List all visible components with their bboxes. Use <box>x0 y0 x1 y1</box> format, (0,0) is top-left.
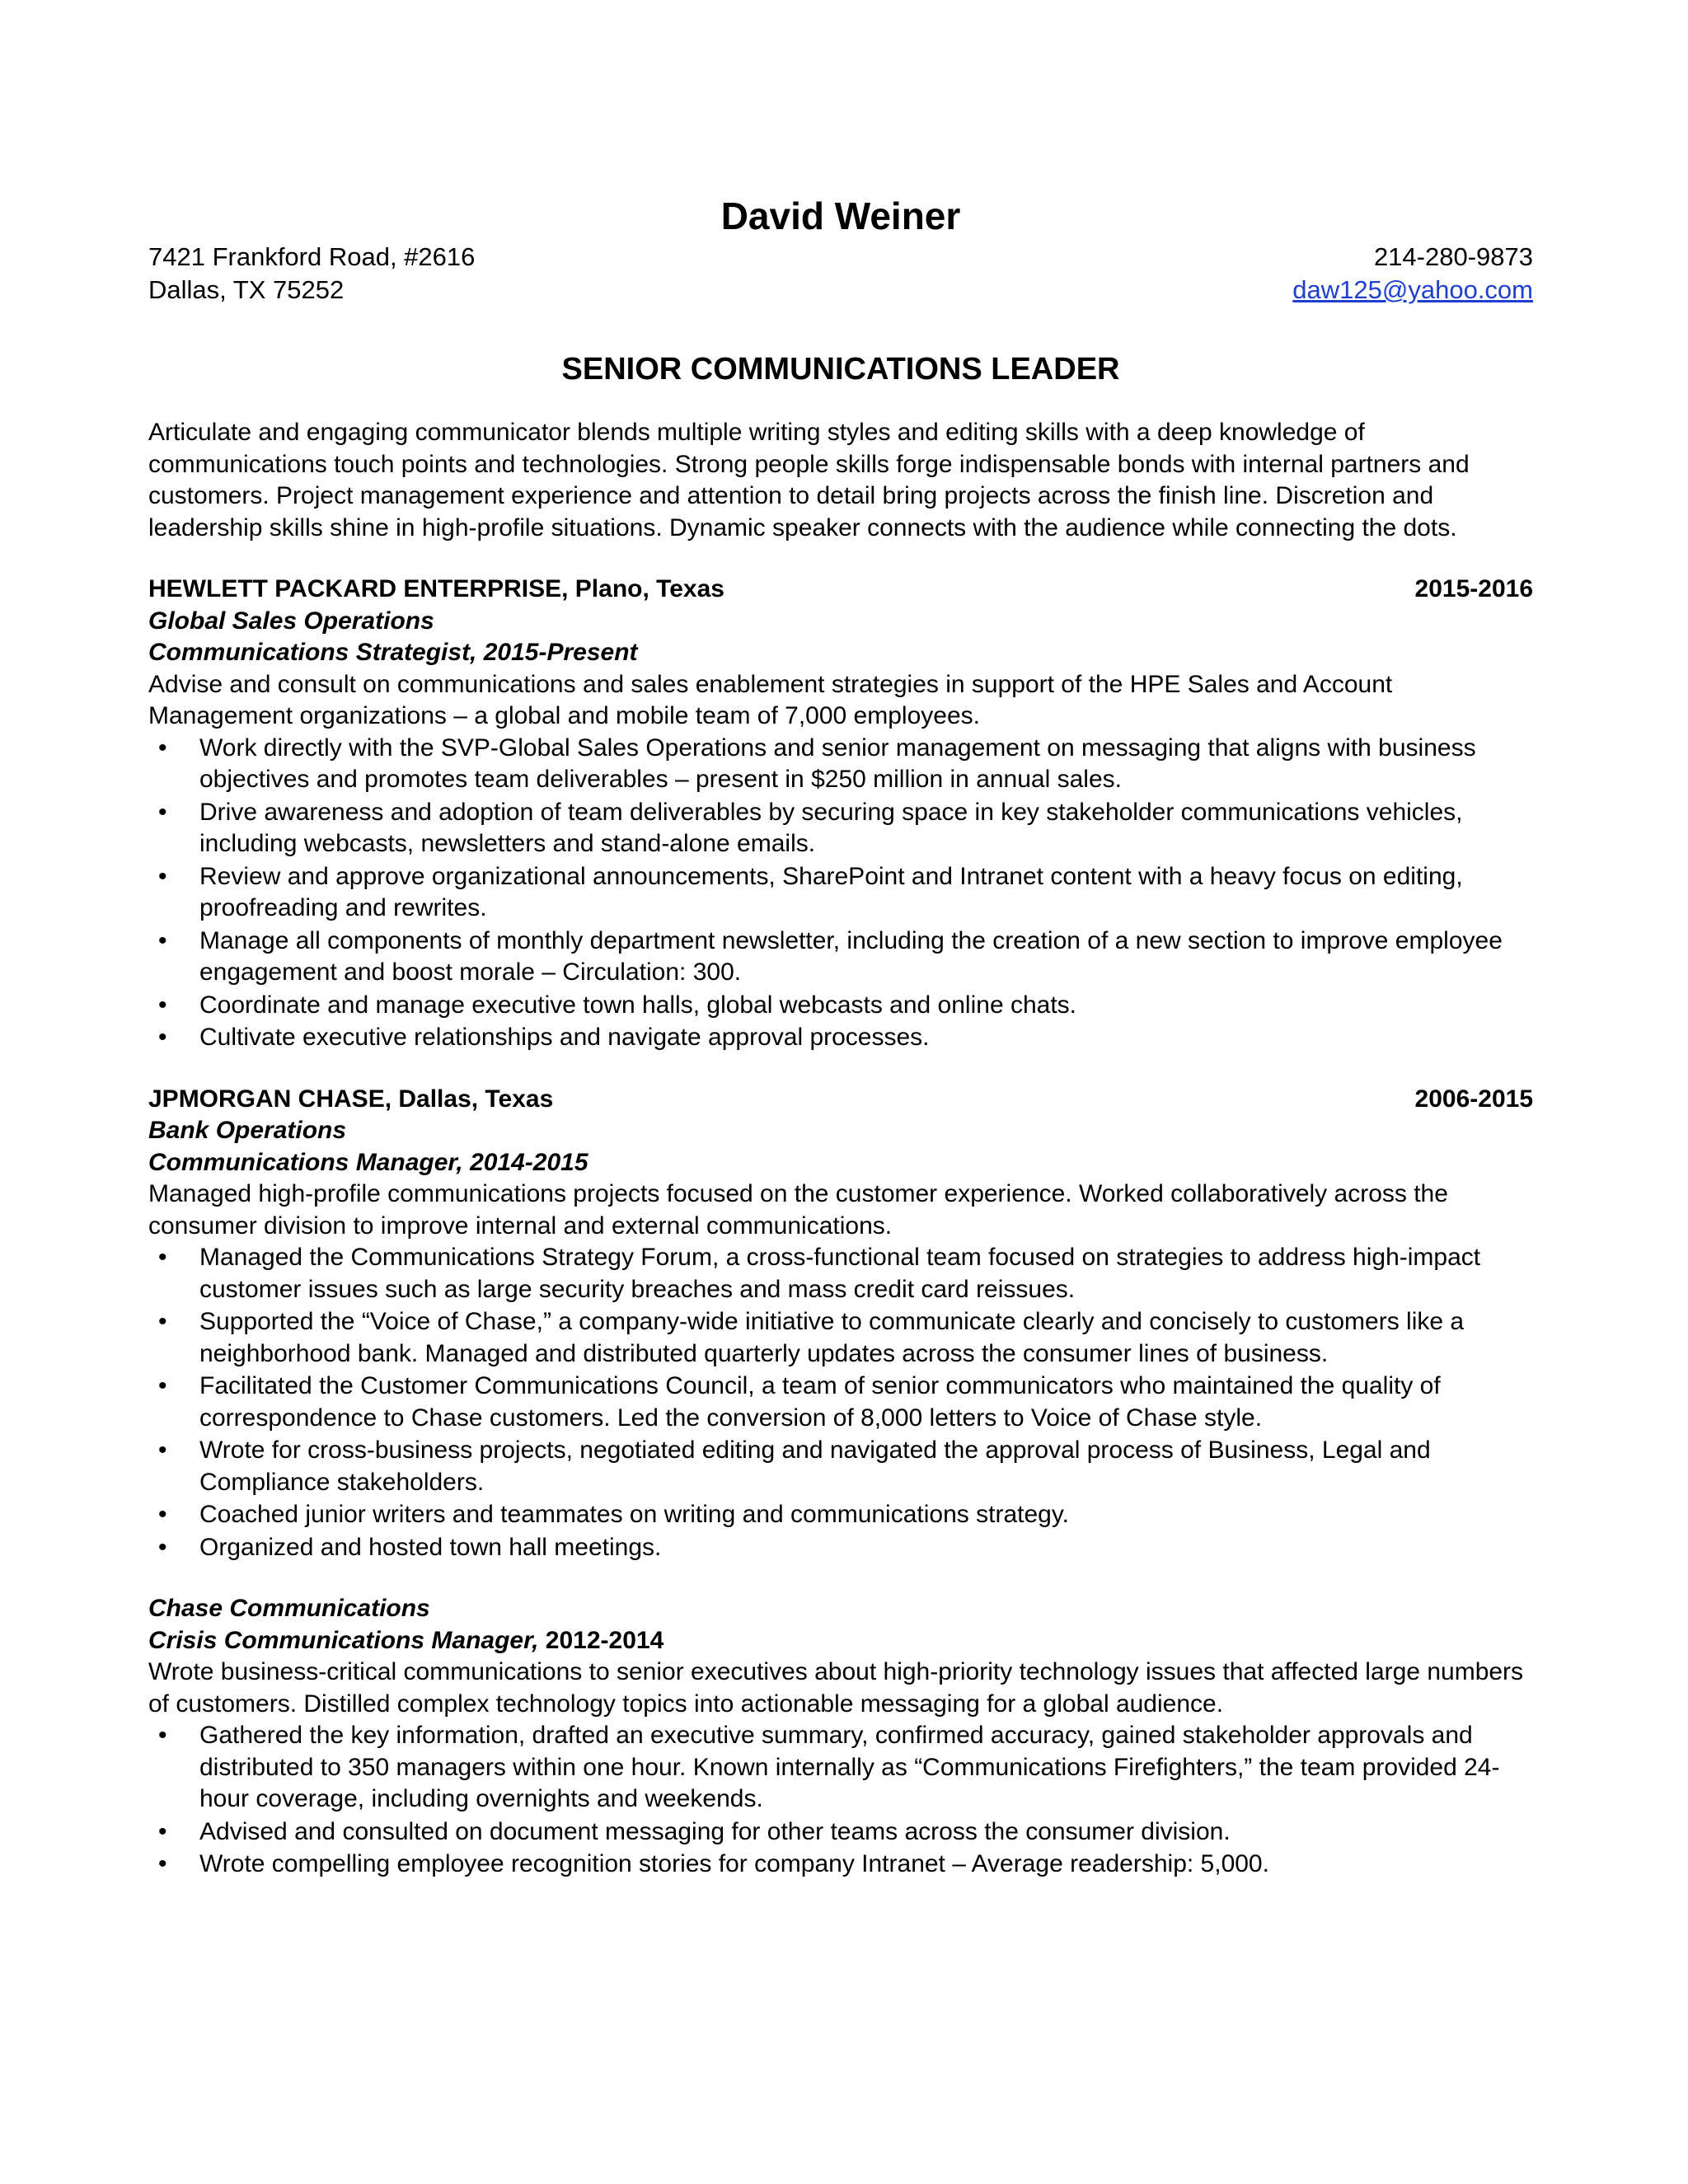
job-hpe <box>148 574 1533 1054</box>
company-name: JPMORGAN CHASE, Dallas, Texas <box>148 1085 554 1113</box>
address-block <box>148 241 475 307</box>
job-title: Communications Strategist, 2015-Present <box>148 639 638 666</box>
job-dates: 2006-2015 <box>1414 1085 1533 1113</box>
job-title-years: 2012-2014 <box>545 1626 664 1654</box>
job-bullets <box>148 1720 1533 1881</box>
job-bullets <box>148 733 1533 1054</box>
job-title-role: Crisis Communications Manager, <box>148 1626 539 1654</box>
email-link[interactable]: daw125@yahoo.com <box>1292 275 1533 304</box>
job-jpmorgan <box>148 1084 1533 1564</box>
summary-paragraph: Articulate and engaging communicator blends multiple writing styles and editing skills with a deep knowledge of communications touch points and technologies. Strong people skills forge indispensable bonds with internal partners and customers. Project management experience and attention to detail bring projects across the finish line. Discretion and leadership skills shine in high-profile situations. Dynamic speaker connects with the audience while connecting the dots. <box>148 419 1470 541</box>
job-description: Managed high-profile communications projects focused on the customer experience. Worked collaboratively across the consumer division to improve internal and external communications. <box>148 1180 1448 1240</box>
phone-number: 214-280-9873 <box>1373 242 1533 271</box>
job-description: Wrote business-critical communications to senior executives about high-priority technology issues that affected large numbers of customers. Distilled complex technology topics into actionable messaging for a global audience. <box>148 1658 1524 1718</box>
headline: SENIOR COMMUNICATIONS LEADER <box>561 352 1120 387</box>
bullet-item: • Supported the “Voice of Chase,” a company-wide initiative to communicate clearly and concisely to customers like a neighborhood bank. Managed and distributed quarterly updates across the consumer lines of business. <box>148 1306 1533 1370</box>
bullet-item: • Cultivate executive relationships and navigate approval processes. <box>148 1022 1533 1054</box>
job-header <box>148 574 1533 606</box>
department-name: Bank Operations <box>148 1117 347 1144</box>
phone-email-block <box>1292 241 1533 307</box>
bullet-item: • Facilitated the Customer Communications Council, a team of senior communicators who maintained the quality of correspondence to Chase customers. Led the conversion of 8,000 letters to Voice of Chase style. <box>148 1371 1533 1434</box>
job-title <box>148 1625 1533 1657</box>
resume-page <box>148 191 1533 1882</box>
department-name: Global Sales Operations <box>148 607 434 635</box>
address-line-1: 7421 Frankford Road, #2616 <box>148 242 476 271</box>
bullet-item: • Coordinate and manage executive town halls, global webcasts and online chats. <box>148 990 1533 1022</box>
bullet-item: • Work directly with the SVP-Global Sales Operations and senior management on messaging that aligns with business objectives and promotes team deliverables – present in $250 million in annual sales. <box>148 733 1533 796</box>
job-title: Communications Manager, 2014-2015 <box>148 1148 588 1176</box>
address-line-2: Dallas, TX 75252 <box>148 275 345 304</box>
contact-block <box>148 241 1533 307</box>
bullet-item: • Manage all components of monthly department newsletter, including the creation of a new section to improve employee engagement and boost morale – Circulation: 300. <box>148 926 1533 989</box>
company-name: HEWLETT PACKARD ENTERPRISE, Plano, Texas <box>148 575 724 602</box>
bullet-item: • Organized and hosted town hall meetings. <box>148 1532 1533 1564</box>
bullet-item: • Managed the Communications Strategy Forum, a cross-functional team focused on strategies to address high-impact customer issues such as large security breaches and mass credit card reissues. <box>148 1242 1533 1305</box>
candidate-name: David Weiner <box>720 194 961 237</box>
bullet-item: • Wrote compelling employee recognition stories for company Intranet – Average readership: 5,000. <box>148 1849 1533 1881</box>
department-name: Chase Communications <box>148 1595 430 1622</box>
bullet-item: • Drive awareness and adoption of team deliverables by securing space in key stakeholder communications vehicles, including webcasts, newsletters and stand-alone emails. <box>148 797 1533 860</box>
role-chase-communications <box>148 1593 1533 1881</box>
job-header <box>148 1084 1533 1116</box>
bullet-item: • Review and approve organizational announcements, SharePoint and Intranet content with a heavy focus on editing, proofreading and rewrites. <box>148 861 1533 925</box>
bullet-item: • Gathered the key information, drafted an executive summary, confirmed accuracy, gained stakeholder approvals and distributed to 350 managers within one hour. Known internally as “Communications Firefighters,” the team provided 24-hour coverage, including overnights and weekends. <box>148 1720 1533 1816</box>
job-dates: 2015-2016 <box>1414 575 1533 602</box>
bullet-item: • Advised and consulted on document messaging for other teams across the consumer division. <box>148 1816 1533 1849</box>
job-bullets <box>148 1242 1533 1563</box>
bullet-item: • Coached junior writers and teammates on writing and communications strategy. <box>148 1499 1533 1531</box>
job-description: Advise and consult on communications and sales enablement strategies in support of the HPE Sales and Account Management organizations – a global and mobile team of 7,000 employees. <box>148 670 1393 729</box>
bullet-item: • Wrote for cross-business projects, negotiated editing and navigated the approval process of Business, Legal and Compliance stakeholders. <box>148 1435 1533 1498</box>
